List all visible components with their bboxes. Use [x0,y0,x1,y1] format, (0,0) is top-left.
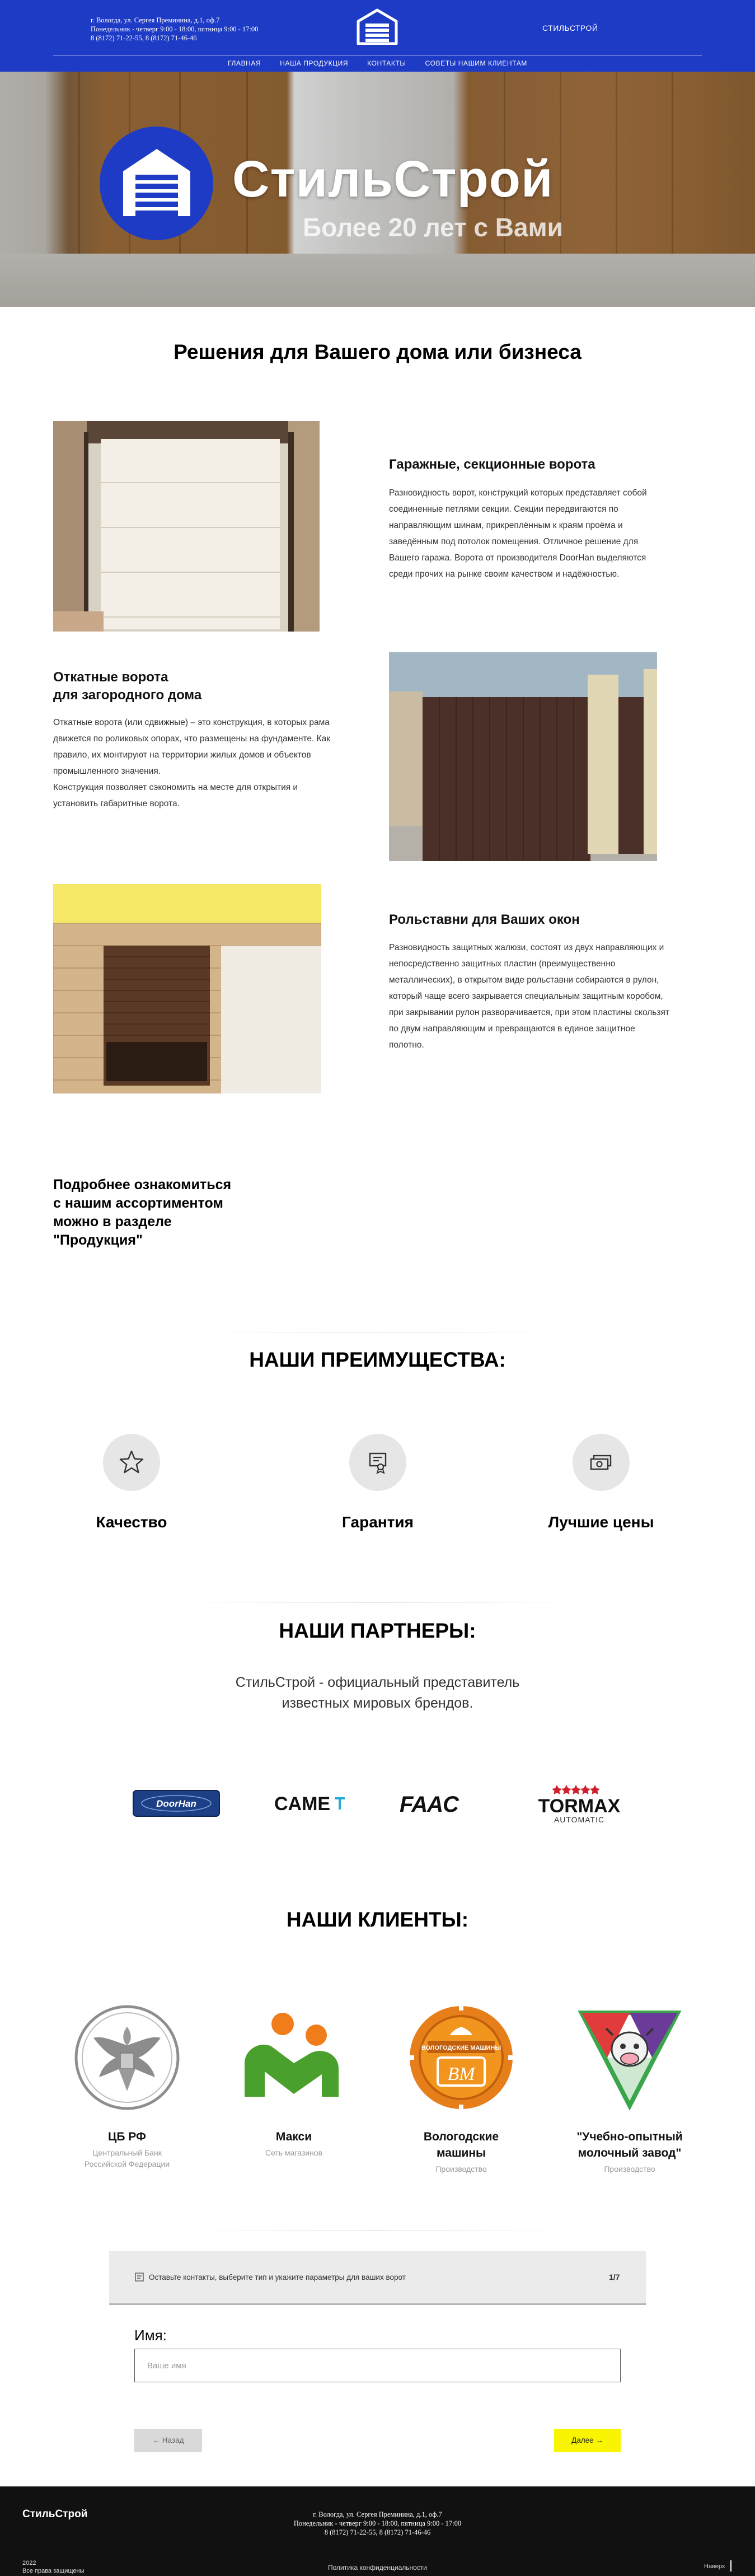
shutters-text: Разновидность защитных жалюзи, состоят из двух направляющих и непосредственно защитных пластин (преимущественно металлических), в открытом виде рольставни собираются в рулон, который чаще всего закрывается специальным защитным коробом, при закрывании рулон разворачивается, при этом пластины скользят по двум направляющим и превращаются в единое защитное полотно. [389,943,669,1050]
next-button[interactable]: Далее → [554,2429,621,2452]
faac-logo [398,1793,488,1818]
footer-year: 2022 [22,2560,36,2566]
advantage-label: Гарантия [342,1513,414,1531]
products-more-link[interactable] [53,1176,231,1250]
sliding-text [53,714,334,812]
sliding-text-p1: Откатные ворота (или сдвижные) – это конструкция, в которых рама движется по роликовых опорах, что размещены на фундаменте. Как правило, их монтируют на территории жилых домов и объектов промышленного значения. [53,718,331,776]
client-desc [546,2163,714,2175]
cbrf-emblem [71,2002,183,2114]
advantage-label: Лучшие цены [548,1513,654,1531]
section-divider [180,1602,575,1603]
client-name: ЦБ РФ [108,2130,146,2143]
sliding-text-p2: Конструкция позволяет сэкономить на месте для открытия и установить габаритные ворота. [53,783,298,808]
back-button[interactable]: ← Назад [134,2429,202,2452]
tormax-logo [533,1780,625,1829]
client-desc-line1: Производство [435,2164,487,2173]
client-name-line2: молочный завод" [578,2147,682,2159]
client-cbrf [43,2002,211,2170]
doorhan-logo-text: DoorHan [156,1798,196,1809]
vologda-logo-mark: ВМ [447,2064,475,2084]
quiz-header [109,2251,646,2305]
tormax-logo-text: TORMAX [538,1796,621,1817]
sliding-heading [53,668,201,704]
to-top-link[interactable]: Наверх [704,2563,725,2570]
garage-text: Разновидность ворот, конструкций которых представляет собой соединенные петлями секции. Секции передвигаются по направляющим шинам, прикреплённым к краям проёма и заведённым под потолок помещения. Отличное решение для Вашего гаража. Ворота от производителя DoorHan выделяются среди прочих на рынке своим качеством и надёжностью. [389,488,647,579]
garage-icon [120,146,194,218]
client-desc-line1: Производство [604,2164,655,2173]
site-header [0,0,755,72]
name-label: Имя: [134,2327,167,2344]
client-name-line2: машины [437,2147,486,2159]
faac-logo-text: FAAC [400,1793,458,1816]
more-line2: с нашим ассортиментом [53,1195,223,1211]
advantage-prices [512,1434,691,1531]
sliding-heading-line2: для загородного дома [53,688,202,703]
client-desc-line1: Сеть магазинов [265,2148,323,2157]
section-divider [180,2230,575,2231]
more-line4: "Продукция" [53,1232,143,1248]
nav-products[interactable]: НАША ПРОДУКЦИЯ [280,59,349,67]
footer-contacts [0,2510,755,2537]
client-vologda-machines [377,2002,545,2175]
header-address: г. Вологда, ул. Сергея Преминина, д.1, оф.7 [91,16,220,24]
client-desc [43,2147,211,2170]
main-nav [0,59,755,71]
roller-shutter-image [53,884,321,1093]
came-logo [273,1792,351,1819]
advantage-quality [42,1434,221,1531]
header-contacts [91,16,326,43]
star-icon [103,1434,160,1491]
footer-phones[interactable]: 8 (8172) 71-22-55, 8 (8172) 71-46-46 [324,2528,431,2536]
certificate-icon [349,1434,406,1491]
hero-subtitle: Более 20 лет с Вами [303,213,563,242]
header-brand[interactable]: СТИЛЬСТРОЙ [542,24,598,32]
vologda-logo-caption: ВОЛОГОДСКИЕ МАШИНЫ [421,2045,501,2051]
quiz-step: 1/7 [609,2273,620,2282]
client-name [377,2129,545,2161]
client-dairy-plant [546,2002,714,2175]
sliding-heading-line1: Откатные ворота [53,670,168,685]
sliding-gate-image [389,652,657,861]
advantage-guarantee [288,1434,467,1531]
money-icon [573,1434,630,1491]
more-line3: можно в разделе [53,1214,172,1229]
hero-title: СтильСтрой [232,151,554,208]
client-maksi [210,2002,378,2158]
partners-text-line1: СтильСтрой - официальный представитель [235,1675,520,1690]
vologda-machines-logo [405,2002,517,2114]
nav-contacts[interactable]: КОНТАКТЫ [367,59,406,67]
header-divider [53,55,702,56]
advantage-label: Качество [96,1513,167,1531]
client-desc-line1: Центральный Банк [92,2148,162,2157]
nav-home[interactable]: ГЛАВНАЯ [228,59,261,67]
nav-tips[interactable]: СОВЕТЫ НАШИМ КЛИЕНТАМ [425,59,527,67]
client-name-line1: Вологодские [423,2130,499,2143]
footer-hours: Понедельник - четверг 9:00 - 18:00, пятница 9:00 - 17:00 [293,2519,462,2527]
tormax-logo-subtext: AUTOMATIC [554,1815,605,1824]
client-name [546,2129,714,2161]
client-desc-line2: Российской Федерации [84,2159,170,2168]
client-name-line1: "Учебно-опытный [576,2130,683,2143]
doorhan-logo [133,1790,220,1820]
client-desc [210,2147,378,2158]
client-desc [377,2163,545,2175]
header-phones[interactable]: 8 (8172) 71-22-55, 8 (8172) 71-46-46 [91,34,197,42]
quiz-prompt: Оставьте контакты, выберите тип и укажите параметры для ваших ворот [149,2273,406,2282]
shutters-heading: Рольставни для Ваших окон [389,912,580,927]
garage-door-image [53,421,320,632]
to-top-icon[interactable] [730,2560,731,2572]
site-footer [0,2486,755,2576]
privacy-policy-link[interactable]: Политика конфиденциальности [327,2564,428,2572]
partners-text-line2: известных мировых брендов. [282,1695,473,1711]
garage-heading: Гаражные, секционные ворота [389,457,595,472]
came-logo-text: CAME [274,1793,331,1815]
footer-address: г. Вологда, ул. Сергея Преминина, д.1, оф.7 [313,2510,442,2518]
solutions-title: Решения для Вашего дома или бизнеса [173,340,582,363]
partners-title: НАШИ ПАРТНЕРЫ: [279,1619,476,1642]
dairy-plant-logo [574,2002,686,2114]
form-icon [135,2273,144,2282]
client-name: Макси [275,2130,312,2143]
name-input[interactable] [134,2349,621,2382]
advantages-title: НАШИ ПРЕИМУЩЕСТВА: [249,1348,506,1371]
footer-brand[interactable]: СтильСтрой [22,2508,88,2520]
more-line1: Подробнее ознакомиться [53,1177,232,1193]
maksi-logo [238,2002,350,2114]
hero-logo [100,127,213,240]
clients-title: НАШИ КЛИЕНТЫ: [286,1908,469,1931]
hero-banner [0,72,755,307]
header-hours: Понедельник - четверг 9:00 - 18:00, пятница 9:00 - 17:00 [91,25,259,33]
partners-text [0,1672,755,1714]
footer-rights: Все права защищены [22,2568,85,2574]
garage-logo-icon[interactable] [356,8,398,45]
